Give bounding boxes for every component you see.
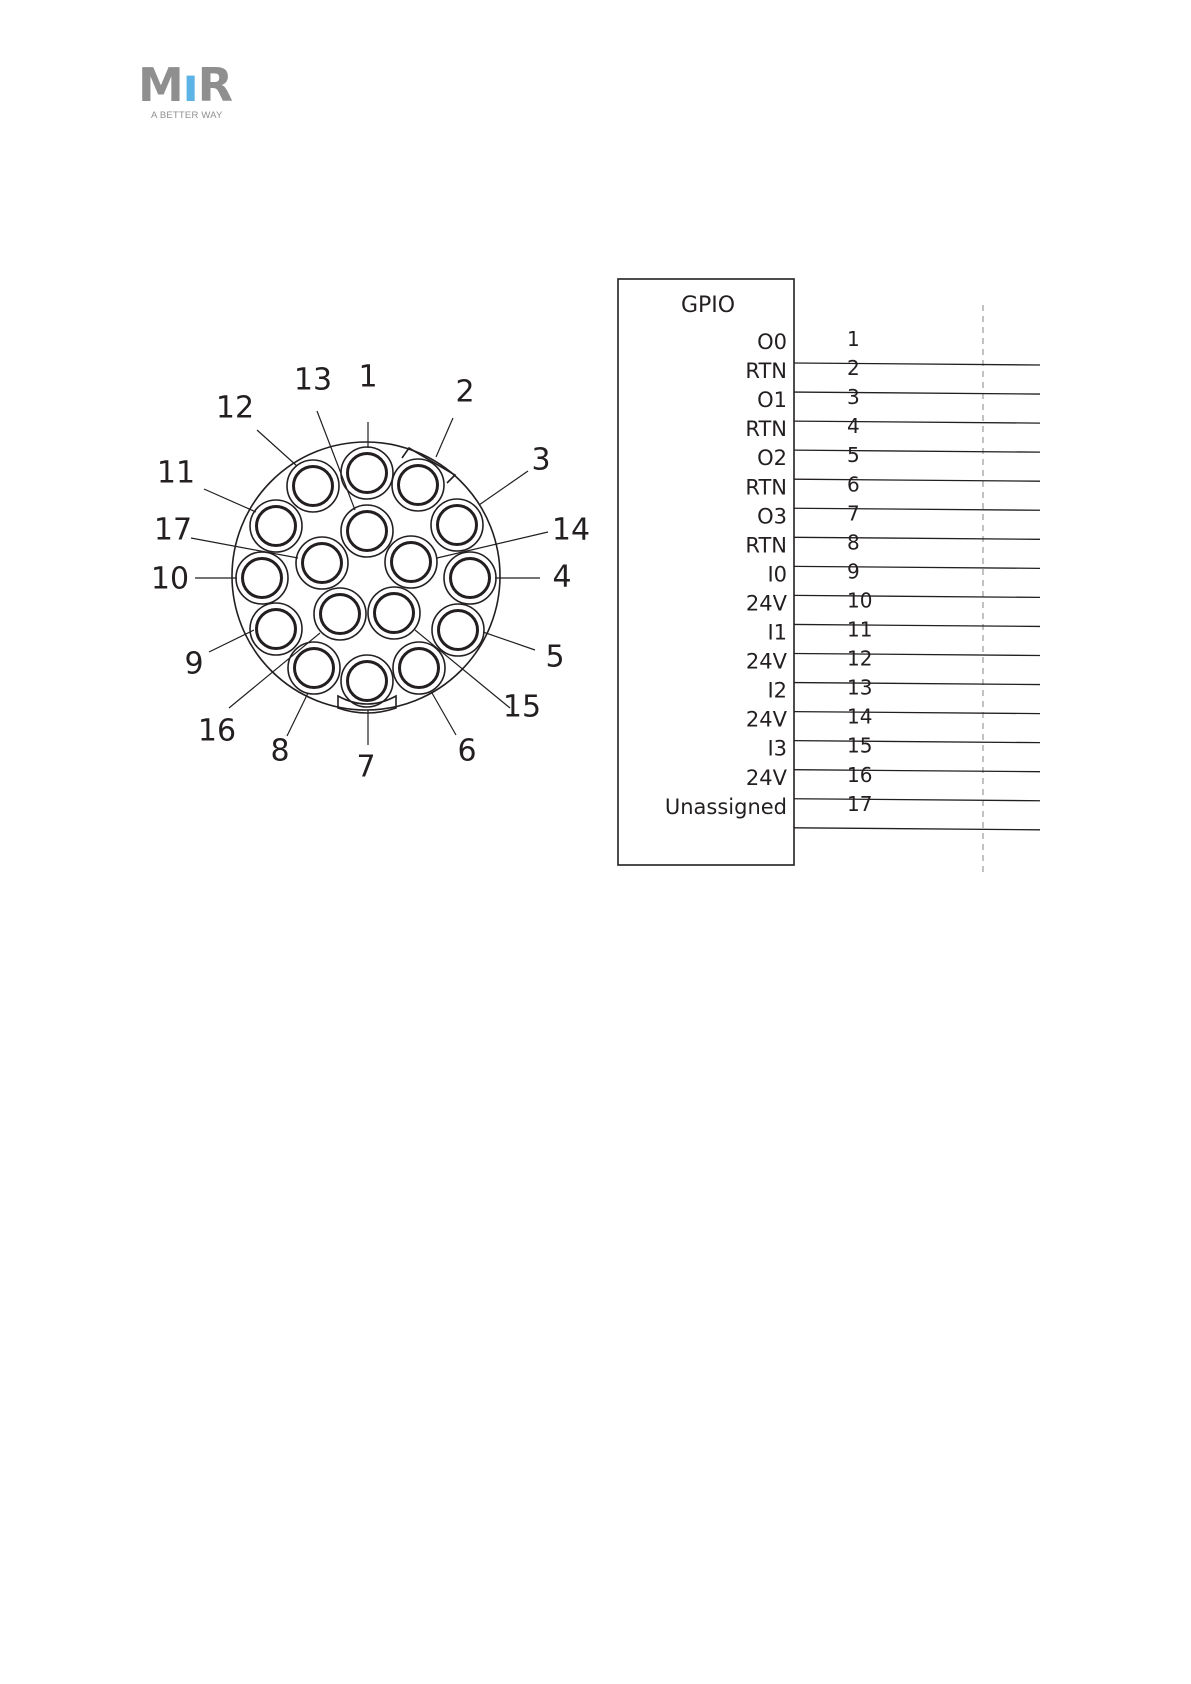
signal-label: I1 (767, 620, 787, 645)
gpio-block (618, 279, 983, 875)
gpio-row (665, 792, 1040, 830)
gpio-row (767, 734, 1040, 772)
connector-pin-13 (341, 505, 393, 557)
leader-line-5 (483, 632, 535, 650)
pin-label-6: 6 (457, 733, 477, 769)
pin-label-10: 10 (150, 561, 190, 597)
pin-leader-lines (191, 411, 551, 745)
connector-pin-2 (392, 459, 444, 511)
connector-outline (232, 442, 500, 710)
signal-label: Unassigned (664, 794, 787, 819)
pin-label-14: 14 (551, 512, 591, 548)
wire-line (794, 799, 1040, 801)
signal-label: O3 (757, 504, 787, 529)
gpio-row (745, 530, 1040, 568)
pin-label-13: 13 (293, 362, 333, 398)
wire-line (794, 595, 1040, 597)
pin-label-4: 4 (552, 559, 572, 595)
pin-number: 11 (847, 617, 873, 642)
signal-label: RTN (745, 475, 787, 500)
connector-pin-5 (432, 604, 484, 656)
wire-line (794, 363, 1040, 365)
wire-line (794, 537, 1040, 539)
connector-pin-9 (250, 603, 302, 655)
pin-number: 2 (847, 356, 860, 381)
pin-label-8: 8 (270, 733, 290, 769)
gpio-row (757, 385, 1040, 423)
leader-line-3 (479, 471, 528, 505)
pin-label-16: 16 (197, 713, 237, 749)
signal-label: I2 (767, 678, 787, 703)
signal-label: 24V (745, 765, 787, 790)
pin-label-3: 3 (531, 442, 551, 478)
connector-pin-6 (393, 642, 445, 694)
leader-line-6 (432, 693, 456, 735)
pin-label-5: 5 (545, 639, 565, 675)
leader-line-15 (415, 630, 510, 708)
pin-number: 1 (847, 327, 860, 351)
connector-pin-8 (288, 642, 340, 694)
pin-number: 5 (847, 443, 860, 468)
leader-line-17 (191, 538, 298, 558)
gpio-row (767, 618, 1040, 656)
pin-number: 4 (847, 414, 860, 439)
connector-pin-4 (444, 552, 496, 604)
connector-pins (236, 447, 496, 707)
leader-line-9 (209, 630, 254, 652)
signal-label: RTN (745, 359, 787, 384)
wire-line (794, 770, 1040, 772)
pin-label-1: 1 (358, 359, 378, 395)
wire-line (794, 828, 1040, 830)
gpio-row (745, 414, 1040, 452)
gpio-row (757, 327, 1040, 365)
connector-pin-3 (431, 499, 483, 551)
signal-label: I0 (767, 562, 787, 587)
pin-number: 3 (847, 385, 860, 410)
connector-pin-14 (385, 536, 437, 588)
signal-label: 24V (745, 591, 787, 616)
leader-line-2 (436, 418, 453, 457)
wire-line (794, 624, 1040, 626)
pin-label-2: 2 (455, 374, 475, 410)
pin-number: 12 (847, 646, 873, 671)
pin-number: 17 (847, 791, 873, 816)
signal-label: O0 (757, 330, 787, 354)
leader-line-8 (287, 693, 308, 736)
pin-label-9: 9 (184, 646, 204, 682)
gpio-rows (665, 327, 1040, 830)
logo-letter-m: M (138, 58, 183, 112)
pin-number: 7 (847, 501, 860, 526)
signal-label: I3 (767, 736, 787, 761)
pin-label-17: 17 (153, 512, 193, 548)
gpio-row (746, 588, 1040, 626)
gpio-row (745, 356, 1040, 394)
gpio-row (757, 443, 1040, 481)
signal-label: 24V (745, 649, 787, 674)
wire-line (794, 508, 1040, 510)
pin-label-11: 11 (156, 455, 196, 491)
gpio-row (746, 705, 1040, 743)
pin-label-15: 15 (502, 689, 542, 725)
top-key-notch (402, 448, 455, 483)
connector-pin-15 (368, 587, 420, 639)
pin-number: 8 (847, 530, 860, 555)
signal-label: O2 (757, 446, 787, 471)
pin-label-12: 12 (215, 390, 255, 426)
connector-pin-1 (341, 447, 393, 499)
wire-line (794, 741, 1040, 743)
wire-line (794, 683, 1040, 685)
pin-number-labels (151, 360, 590, 785)
leader-line-12 (257, 430, 297, 466)
pin-label-7: 7 (356, 749, 376, 785)
wire-line (794, 654, 1040, 656)
gpio-row (767, 676, 1040, 714)
signal-label: RTN (745, 417, 787, 442)
wire-line (794, 566, 1040, 568)
wire-line (794, 479, 1040, 481)
pin-number: 16 (847, 762, 873, 787)
signal-label: RTN (745, 533, 787, 558)
connector-pin-11 (250, 500, 302, 552)
pin-number: 13 (847, 675, 873, 700)
wire-line (794, 712, 1040, 714)
gpio-row (745, 472, 1040, 510)
wire-line (794, 392, 1040, 394)
gpio-row (767, 559, 1040, 597)
connector-pin-12 (287, 460, 339, 512)
gpio-row (746, 647, 1040, 685)
gpio-row (746, 763, 1040, 801)
connector-pin-10 (236, 552, 288, 604)
signal-label: O1 (757, 388, 787, 413)
wire-line (794, 450, 1040, 452)
logo-letter-i: ı (182, 58, 198, 112)
logo-tagline: A BETTER WAY (151, 110, 223, 121)
pin-number: 9 (847, 559, 860, 584)
leader-line-11 (204, 489, 256, 512)
connector-pin-7 (341, 655, 393, 707)
connector-pin-17 (296, 537, 348, 589)
connector-pin-16 (314, 588, 366, 640)
pin-number: 6 (847, 472, 860, 497)
wire-line (794, 421, 1040, 423)
signal-label: 24V (745, 707, 787, 732)
gpio-title: GPIO (680, 293, 736, 318)
pin-number: 15 (847, 733, 873, 758)
gpio-row (757, 501, 1040, 539)
leader-line-13 (317, 411, 355, 510)
logo-letter-r: R (197, 58, 232, 112)
pin-number: 14 (847, 704, 873, 729)
pin-number: 10 (847, 588, 873, 613)
